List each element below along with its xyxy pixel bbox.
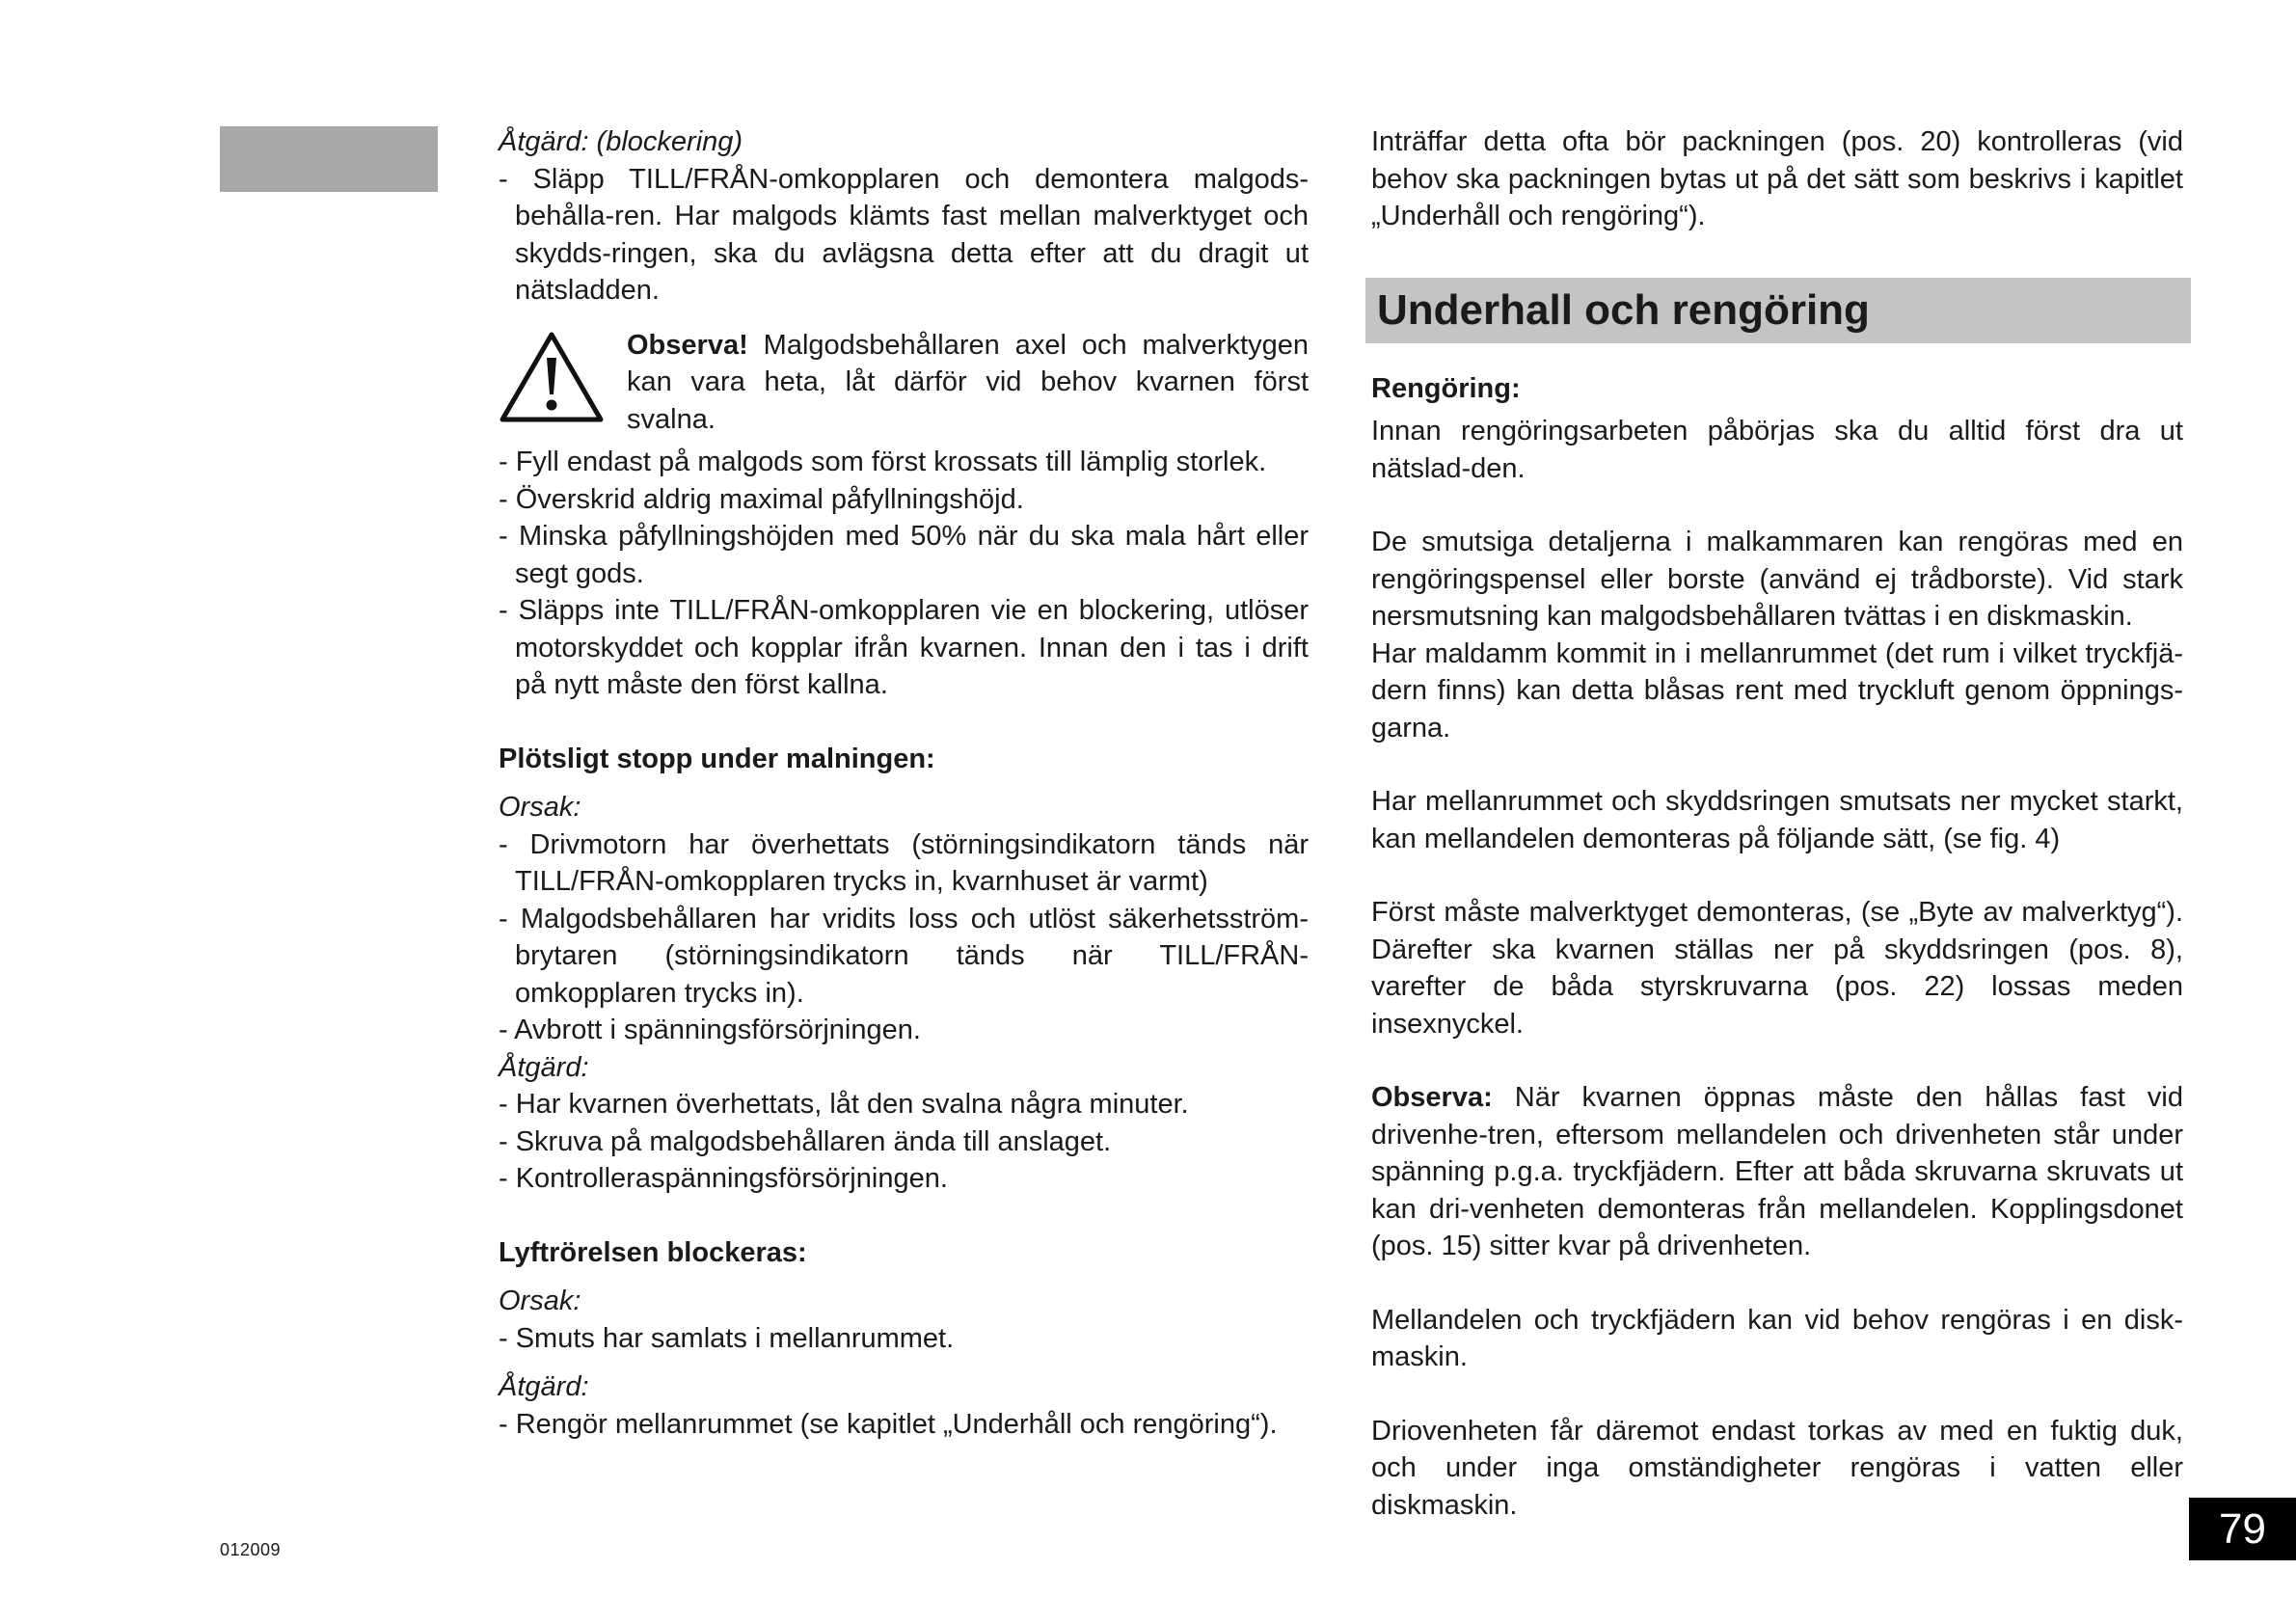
paragraph: De smutsiga detaljerna i malkammaren kan rengöras med en rengöringspensel eller borste (använd ej trådborste). Vid stark nersmutsning kan malgodsbehållaren tvättas i en diskmaskin. (1371, 527, 2183, 632)
cause-label: Orsak: (499, 792, 581, 823)
warning-text (627, 327, 1309, 439)
section-title-bar: Underhall och rengöring (1365, 278, 2191, 343)
action-label-blocking: Åtgärd: (blockering) (499, 126, 743, 157)
list-item: - Släpp TILL/FRÅN-omkopplaren och demontera malgods-behålla-ren. Har malgods klämts fast mellan malverktyget och skydds-ringen, ska du avlägsna detta efter att du dragit ut nätsladden. (499, 163, 1309, 306)
list-item: - Skruva på malgodsbehållaren ända till anslaget. (499, 1125, 1112, 1157)
paragraph-observe (1371, 1079, 2183, 1265)
warning-note (499, 327, 1309, 439)
cause-label: Orsak: (499, 1286, 581, 1316)
observe-body: När kvarnen öppnas måste den hållas fast vid drivenhe-tren, eftersom mellandelen och drivenheten står under spänning p.g.a. tryckfjädern. Efter att båda skruvarna skruvats ut kan dri-venheten demonteras från mellandelen. Kopplingsdonet (pos. 15) sitter kvar på drivenheten. (1371, 1082, 2183, 1261)
paragraph-gasket: Inträffar detta ofta bör packningen (pos. 20) kontrolleras (vid behov ska packningen bytas ut på det sätt som beskrivs i kapitlet „Underhåll och rengöring“). (1371, 126, 2183, 231)
observe-label: Observa: (1371, 1082, 1493, 1113)
language-tab-marker (220, 126, 438, 192)
heading-lift-blocked: Lyftrörelsen blockeras: (499, 1236, 807, 1268)
warning-label: Observa! (627, 329, 748, 361)
paragraph: Innan rengöringsarbeten påbörjas ska du alltid först dra ut nätslad-den. (1371, 416, 2183, 484)
list-item: - Malgodsbehållaren har vridits loss och utlöst säkerhetsström-brytaren (störningsindikatorn tänds när TILL/FRÅN-omkopplaren trycks in). (499, 903, 1309, 1009)
right-column (1371, 123, 2183, 1524)
list-item: - Har kvarnen överhettats, låt den svalna några minuter. (499, 1089, 1189, 1120)
heading-sudden-stop: Plötsligt stopp under malningen: (499, 743, 935, 774)
list-item: - Överskrid aldrig maximal påfyllningshöjd. (499, 483, 1024, 515)
action-label: Åtgärd: (499, 1051, 589, 1083)
list-item: - Släpps inte TILL/FRÅN-omkopplaren vie en blockering, utlöser motorskyddet och kopplar ifrån kvarnen. Innan den i tas i drift på nytt måste den först kallna. (499, 595, 1309, 700)
list-item: - Avbrott i spänningsförsörjningen. (499, 1015, 921, 1045)
warning-body: Malgodsbehållaren axel och malverktygen kan vara heta, låt därför vid behov kvarnen först svalna. (627, 329, 1309, 435)
page-number: 79 (2189, 1498, 2296, 1560)
list-item: - Fyll endast på malgods som först krossats till lämplig storlek. (499, 447, 1267, 477)
list-item: - Minska påfyllningshöjden med 50% när du ska mala hårt eller segt gods. (499, 521, 1309, 589)
action-label: Åtgärd: (499, 1371, 589, 1402)
heading-cleaning: Rengöring: (1371, 372, 1521, 404)
warning-triangle-icon (499, 331, 605, 423)
paragraph: Har mellanrummet och skyddsringen smutsats ner mycket starkt, kan mellandelen demonteras på följande sätt, (se fig. 4) (1371, 786, 2183, 854)
list-item: - Rengör mellanrummet (se kapitlet „Underhåll och rengöring“). (499, 1408, 1278, 1440)
paragraph: Mellandelen och tryckfjädern kan vid behov rengöras i en disk-maskin. (1371, 1304, 2183, 1372)
document-code: 012009 (220, 1540, 282, 1559)
list-item: - Drivmotorn har överhettats (störningsindikatorn tänds när TILL/FRÅN-omkopplaren trycks in, kvarnhuset är varmt) (499, 828, 1309, 897)
paragraph: Driovenheten får däremot endast torkas av med en fuktig duk, och under inga omständigheter rengöras i vatten eller diskmaskin. (1371, 1415, 2183, 1521)
paragraph: Först måste malverktyget demonteras, (se „Byte av malverktyg“). Därefter ska kvarnen ställas ner på skyddsringen (pos. 8), varefter de båda styrskruvarna (pos. 22) lossas meden insexnyckel. (1371, 897, 2183, 1040)
list-item: - Smuts har samlats i mellanrummet. (499, 1322, 955, 1354)
paragraph: Har maldamm kommit in i mellanrummet (det rum i vilket tryckfjä-dern finns) kan detta blåsas rent med tryckluft genom öppnings-garna. (1371, 637, 2183, 744)
list-item: - Kontrolleraspänningsförsörjningen. (499, 1163, 948, 1194)
left-column (499, 123, 1309, 1443)
